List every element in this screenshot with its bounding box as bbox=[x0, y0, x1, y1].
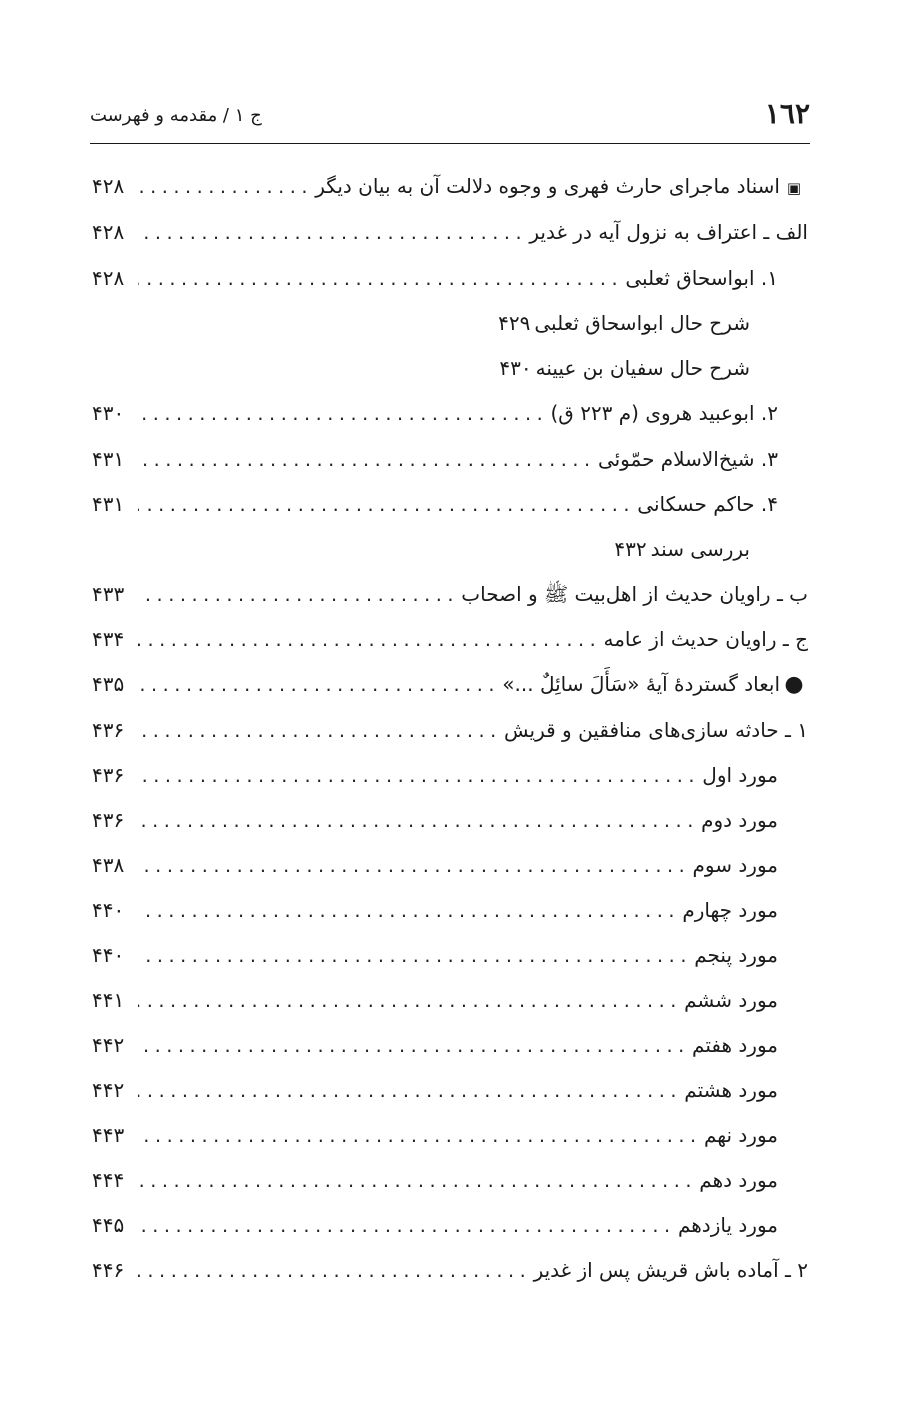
dot-leader bbox=[138, 1253, 530, 1289]
bullet-icon: ● bbox=[784, 672, 804, 697]
toc-entry-page-number: ۴۳۱ bbox=[92, 447, 125, 471]
toc-entry-page-number: ۴۲۸ bbox=[92, 174, 125, 198]
toc-entry[interactable] bbox=[92, 530, 750, 568]
toc-entry-page-number: ۴۲۸ bbox=[92, 220, 125, 244]
dot-leader bbox=[138, 667, 498, 703]
toc-entry-title: اسناد ماجرای حارث فهری و وجوه دلالت آن به بیان دیگر bbox=[315, 174, 780, 198]
toc-entry-page-number: ۴۴۱ bbox=[92, 988, 125, 1012]
toc-entry[interactable] bbox=[92, 1206, 778, 1244]
dot-leader bbox=[138, 169, 311, 205]
toc-entry-page-number: ۴۳۸ bbox=[92, 853, 125, 877]
toc-entry-page-number: ۴۲۸ bbox=[92, 266, 125, 290]
toc-entry-title: مورد اول bbox=[702, 763, 778, 787]
toc-entry-title: ب ـ راویان حدیث از اهل‌بیت ﷺ و اصحاب bbox=[461, 582, 808, 606]
toc-entry[interactable] bbox=[92, 846, 778, 884]
toc-entry[interactable] bbox=[92, 1026, 778, 1064]
toc-entry[interactable] bbox=[92, 349, 750, 387]
dot-leader bbox=[138, 713, 500, 749]
dot-leader bbox=[138, 1163, 695, 1199]
toc-entry-page-number: ۴۳۰ bbox=[92, 401, 125, 425]
toc-entry-title: ابعاد گستردهٔ آیهٔ «سَأَلَ سائِلٌ ...» bbox=[502, 672, 780, 696]
toc-entry[interactable] bbox=[92, 891, 778, 929]
toc-entry-title: الف ـ اعتراف به نزول آیه در غدیر bbox=[529, 220, 808, 244]
toc-entry-page-number: ۴۳۶ bbox=[92, 808, 125, 832]
toc-entry-title: مورد پنجم bbox=[694, 943, 778, 967]
toc-entry-page-number: ۴۳۰ bbox=[499, 356, 532, 380]
toc-entry-page-number: ۴۳۱ bbox=[92, 492, 125, 516]
toc-entry-page-number: ۴۴۶ bbox=[92, 1258, 125, 1282]
toc-entry-page-number: ۴۳۶ bbox=[92, 763, 125, 787]
dot-leader bbox=[138, 1118, 700, 1154]
dot-leader bbox=[138, 261, 621, 297]
dot-leader bbox=[138, 577, 457, 613]
toc-entry[interactable] bbox=[92, 711, 808, 749]
dot-leader bbox=[138, 758, 698, 794]
toc-entry-title: بررسی سند bbox=[650, 537, 750, 561]
toc-entry[interactable] bbox=[92, 1251, 808, 1289]
toc-entry-title: ٢. ابوعبید هروی (م ٢٢٣ ق) bbox=[550, 401, 778, 425]
toc-entry[interactable] bbox=[92, 801, 778, 839]
toc-entry-title: مورد ششم bbox=[684, 988, 778, 1012]
toc-entry-title: شرح حال سفیان بن عیینه bbox=[535, 356, 750, 380]
toc-entry-title: ج ـ راویان حدیث از عامه bbox=[603, 627, 808, 651]
toc-entry[interactable] bbox=[92, 936, 778, 974]
toc-entry[interactable] bbox=[92, 1116, 778, 1154]
dot-leader bbox=[138, 1073, 680, 1109]
toc-entry-title: شرح حال ابواسحاق ثعلبی bbox=[534, 311, 750, 335]
dot-leader bbox=[138, 803, 697, 839]
toc-entry[interactable] bbox=[92, 213, 808, 251]
toc-entry-title: مورد سوم bbox=[692, 853, 778, 877]
toc-entry-title: مورد دوم bbox=[701, 808, 778, 832]
toc-entry-page-number: ۴۳۳ bbox=[92, 582, 125, 606]
toc-entry-title: ٢ ـ آماده باش قریش پس از غدیر bbox=[533, 1258, 808, 1282]
toc-entry-title: مورد چهارم bbox=[682, 898, 778, 922]
dot-leader bbox=[138, 893, 678, 929]
toc-entry[interactable] bbox=[92, 167, 808, 205]
toc-entry-page-number: ۴۳۵ bbox=[92, 672, 125, 696]
square-marker-icon: ▣ bbox=[786, 179, 802, 197]
toc-entry-title: مورد هشتم bbox=[684, 1078, 778, 1102]
toc-entry-page-number: ۴۳۶ bbox=[92, 718, 125, 742]
toc-entry[interactable] bbox=[92, 665, 808, 703]
toc-entry[interactable] bbox=[92, 394, 778, 432]
toc-entry[interactable] bbox=[92, 1161, 778, 1199]
toc-entry[interactable] bbox=[92, 304, 750, 342]
toc-entry-page-number: ۴۲۹ bbox=[498, 311, 531, 335]
dot-leader bbox=[138, 442, 594, 478]
toc-entry[interactable] bbox=[92, 620, 808, 658]
toc-entry[interactable] bbox=[92, 756, 778, 794]
dot-leader bbox=[138, 1028, 688, 1064]
running-title: ج ١ / مقدمه و فهرست bbox=[90, 105, 262, 126]
toc-entry-page-number: ۴۴۳ bbox=[92, 1123, 125, 1147]
dot-leader bbox=[138, 215, 525, 251]
toc-entry-page-number: ۴۴۴ bbox=[92, 1168, 125, 1192]
toc-entry-title: مورد دهم bbox=[699, 1168, 778, 1192]
dot-leader bbox=[138, 1208, 674, 1244]
toc-entry-title: مورد نهم bbox=[703, 1123, 778, 1147]
toc-entry-page-number: ۴۴۰ bbox=[92, 898, 125, 922]
toc-entry-title: ٣. شیخ‌الاسلام حمّوئی bbox=[597, 447, 778, 471]
toc-entry-title: ۴. حاکم حسکانی bbox=[637, 492, 778, 516]
dot-leader bbox=[138, 396, 547, 432]
toc-entry-title: ١. ابواسحاق ثعلبی bbox=[625, 266, 778, 290]
dot-leader bbox=[138, 622, 599, 658]
toc-entry-page-number: ۴۳۴ bbox=[92, 627, 125, 651]
toc-entry-title: مورد هفتم bbox=[692, 1033, 778, 1057]
toc-entry[interactable] bbox=[92, 440, 778, 478]
toc-entry-page-number: ۴۴۲ bbox=[92, 1033, 125, 1057]
toc-entry-page-number: ۴۳۲ bbox=[614, 537, 647, 561]
toc-entry-title: ١ ـ حادثه سازی‌های منافقین و قریش bbox=[504, 718, 808, 742]
dot-leader bbox=[138, 848, 689, 884]
toc-entry[interactable] bbox=[92, 485, 778, 523]
page-number: ١٦٢ bbox=[764, 97, 810, 130]
toc-entry-page-number: ۴۴۰ bbox=[92, 943, 125, 967]
toc-entry-page-number: ۴۴۲ bbox=[92, 1078, 125, 1102]
dot-leader bbox=[138, 983, 680, 1019]
toc-entry[interactable] bbox=[92, 575, 808, 613]
toc-entry-title: مورد یازدهم bbox=[677, 1213, 778, 1237]
dot-leader bbox=[138, 938, 690, 974]
toc-entry[interactable] bbox=[92, 259, 778, 297]
dot-leader bbox=[138, 487, 633, 523]
toc-entry[interactable] bbox=[92, 981, 778, 1019]
toc-entry[interactable] bbox=[92, 1071, 778, 1109]
toc-entry-page-number: ۴۴۵ bbox=[92, 1213, 125, 1237]
